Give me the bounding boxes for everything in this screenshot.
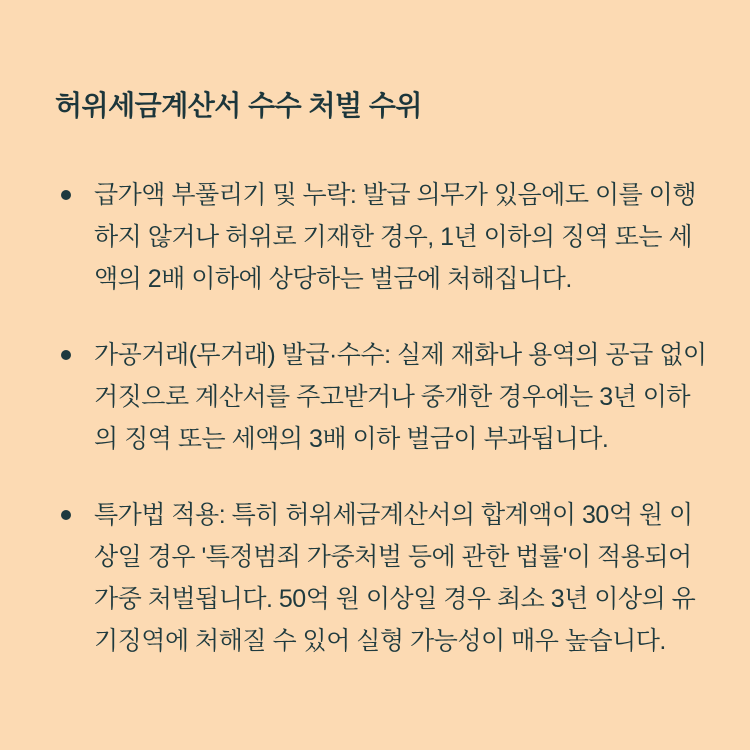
text-line: 의 징역 또는 세액의 3배 이하 벌금이 부과됩니다.	[94, 425, 609, 453]
bullet-dot-icon	[61, 190, 71, 200]
text-line: 가공거래(무거래) 발급·수수: 실제 재화나 용역의 공급 없이	[94, 341, 707, 369]
text-line: 액의 2배 이하에 상당하는 벌금에 처해집니다.	[94, 265, 572, 293]
list-item-supply-value	[55, 174, 698, 300]
text-line: 기징역에 처해질 수 있어 실형 가능성이 매우 높습니다.	[94, 627, 666, 655]
text-line: 가중 처벌됩니다. 50억 원 이상일 경우 최소 3년 이상의 유	[94, 585, 696, 613]
bullet-text	[94, 334, 707, 460]
text-line: 특가법 적용: 특히 허위세금계산서의 합계액이 30억 원 이	[94, 501, 693, 529]
text-line: 상일 경우 '특정범죄 가중처벌 등에 관한 법률'이 적용되어	[94, 543, 692, 571]
text-line: 거짓으로 계산서를 주고받거나 중개한 경우에는 3년 이하	[94, 383, 691, 411]
list-item-special-act	[55, 494, 698, 662]
bullet-text	[94, 494, 695, 662]
page-title: 허위세금계산서 수수 처벌 수위	[55, 90, 422, 121]
bullet-text	[94, 174, 696, 300]
bullet-dot-icon	[61, 510, 71, 520]
list-item-fictitious-transaction	[55, 334, 707, 460]
text-line: 하지 않거나 허위로 기재한 경우, 1년 이하의 징역 또는 세	[94, 223, 693, 251]
bullet-list	[55, 174, 707, 662]
text-line: 급가액 부풀리기 및 누락: 발급 의무가 있음에도 이를 이행	[94, 181, 696, 209]
bullet-dot-icon	[61, 350, 71, 360]
